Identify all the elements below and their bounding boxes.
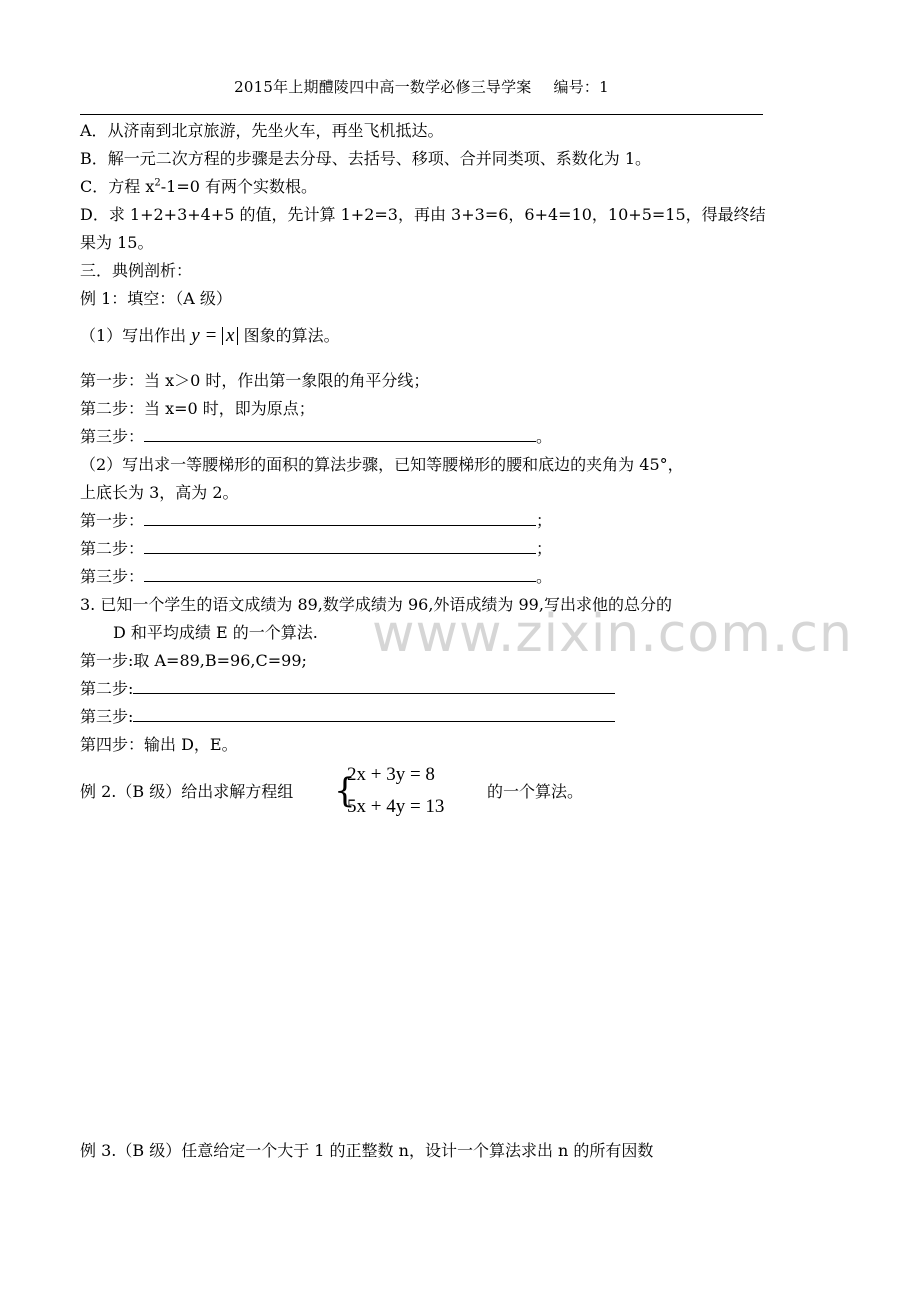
example1-part1: （1）写出作出 y = x 图象的算法。 [80, 325, 340, 346]
answer-blank[interactable] [144, 511, 536, 526]
p1-step1: 第一步：当 x＞0 时，作出第一象限的角平分线； [80, 371, 430, 390]
p1-step2: 第二步：当 x=0 时，即为原点； [80, 399, 315, 418]
equation-1: 2x + 3y = 8 [347, 764, 435, 785]
watermark: www.zixin.com.cn [372, 604, 853, 664]
equation-brace: { [334, 771, 356, 811]
page-header [80, 76, 763, 97]
header-title: 2015年上期醴陵四中高一数学必修三导学案 [234, 78, 532, 96]
equation-2: 5x + 4y = 13 [347, 796, 445, 817]
option-d-line1: D．求 1+2+3+4+5 的值，先计算 1+2=3，再由 3+3=6，6+4=10，10+5=15，得最终结 [80, 205, 766, 224]
item3-step3: 第三步: [80, 707, 615, 727]
item3-step1: 第一步:取 A=89,B=96,C=99; [80, 651, 307, 670]
option-a: A．从济南到北京旅游，先坐火车，再坐飞机抵达。 [80, 121, 444, 140]
item3-step2: 第二步: [80, 679, 615, 699]
abs-formula: y = x [191, 325, 238, 346]
example3-text: 例 3.（B 级）任意给定一个大于 1 的正整数 n，设计一个算法求出 n 的所有因数 [80, 1141, 654, 1160]
example2-post: 的一个算法。 [487, 782, 584, 801]
option-c: C．方程 $x^2-1=0$ 有两个实数根。 [80, 177, 317, 196]
item3-line1: 3. 已知一个学生的语文成绩为 89,数学成绩为 96,外语成绩为 99,写出求他的总分的 [80, 595, 672, 614]
option-d-line2: 果为 15。 [80, 233, 154, 252]
p2-step1: 第一步： ； [80, 511, 553, 530]
example1-part2-line1: （2）写出求一等腰梯形的面积的算法步骤，已知等腰梯形的腰和底边的夹角为 45°， [80, 455, 684, 474]
answer-blank[interactable] [133, 679, 615, 694]
p1-step3: 第三步： 。 [80, 427, 553, 446]
answer-blank[interactable] [133, 707, 615, 722]
answer-blank[interactable] [144, 539, 536, 554]
p2-step3: 第三步： 。 [80, 567, 553, 586]
example2-pre: 例 2.（B 级）给出求解方程组 [80, 782, 294, 801]
section-title: 三．典例剖析： [80, 261, 193, 280]
example1-part2-line2: 上底长为 3，高为 2。 [80, 483, 239, 502]
option-b: B．解一元二次方程的步骤是去分母、去括号、移项、合并同类项、系数化为 1。 [80, 149, 652, 168]
answer-blank[interactable] [144, 427, 536, 442]
header-rule [80, 114, 763, 115]
item3-step4: 第四步：输出 D，E。 [80, 735, 238, 754]
item3-line2: D 和平均成绩 E 的一个算法. [113, 623, 318, 642]
answer-blank[interactable] [144, 567, 536, 582]
example1-title: 例 1：填空：（A 级） [80, 289, 232, 308]
p2-step2: 第二步： ； [80, 539, 553, 558]
header-number: 编号：1 [553, 78, 609, 96]
